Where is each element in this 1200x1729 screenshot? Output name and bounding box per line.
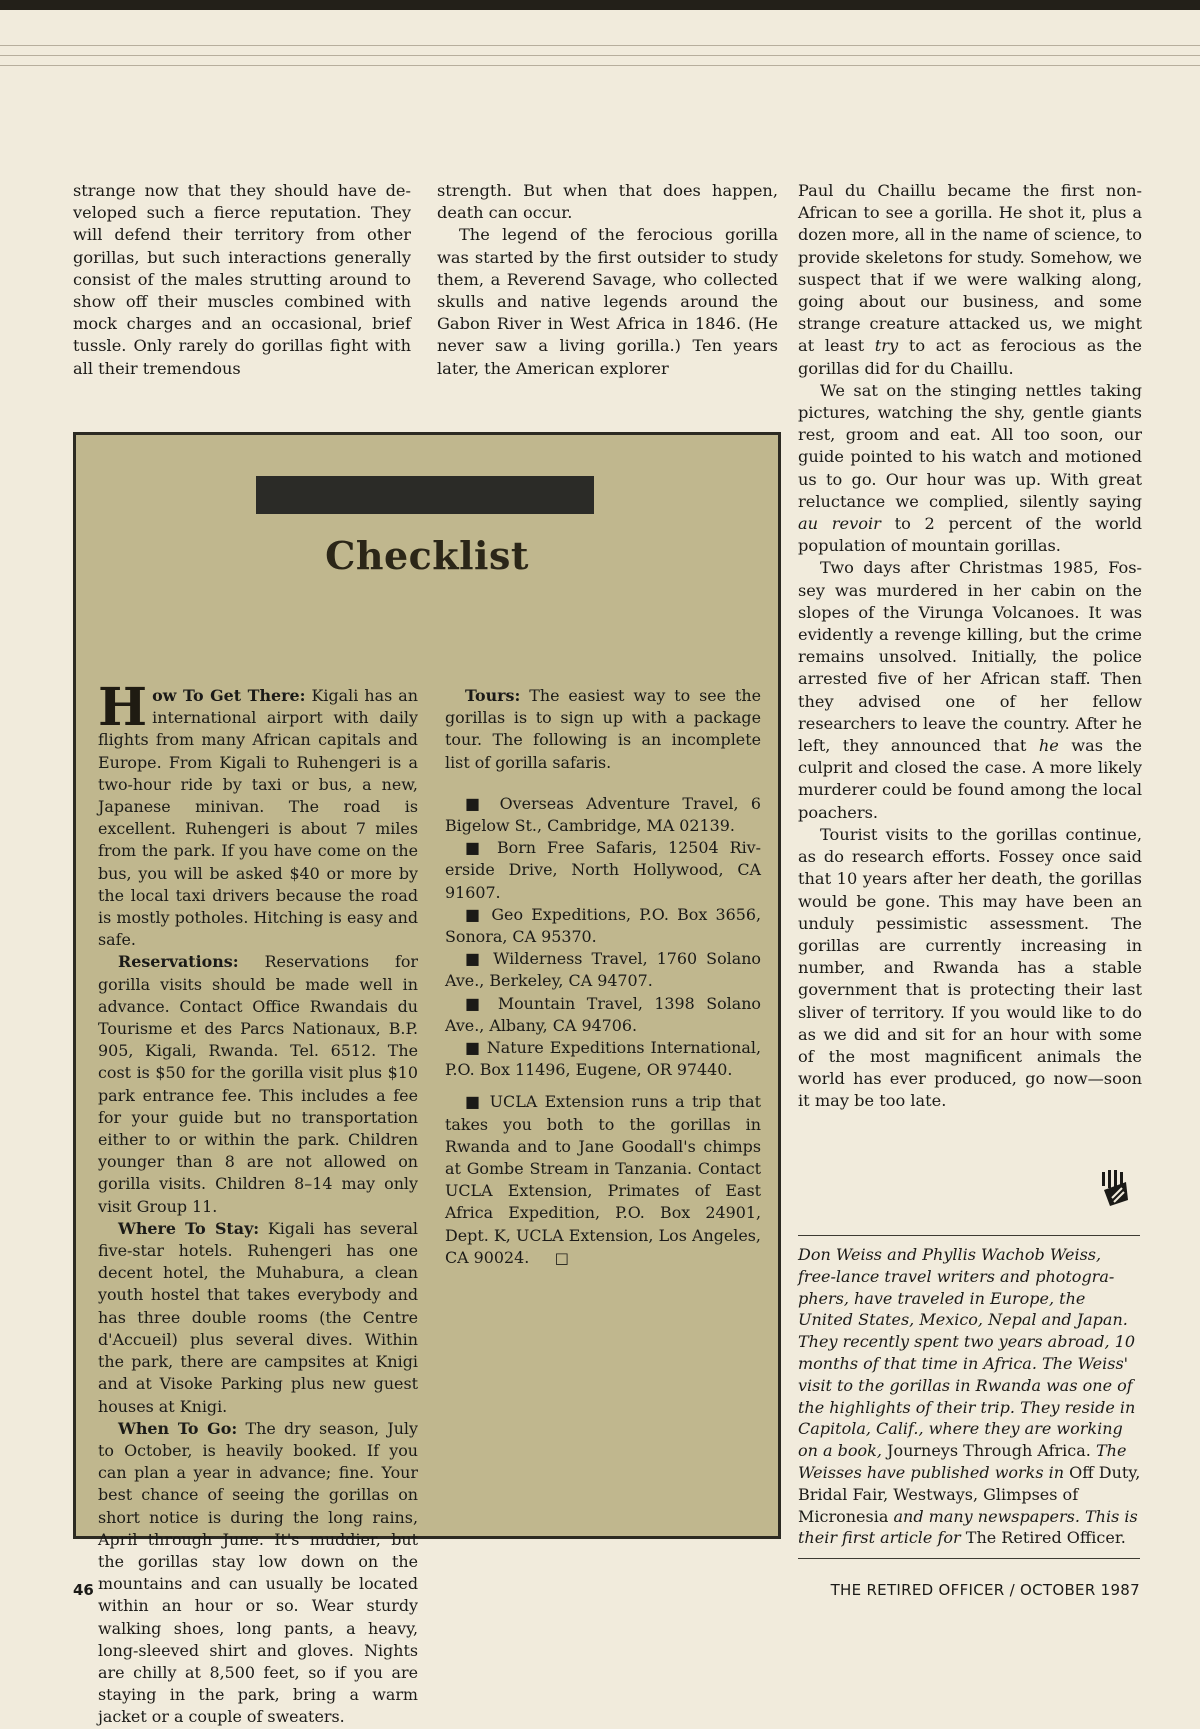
bullet-icon: ■: [465, 1038, 481, 1058]
bullet-icon: ■: [465, 949, 485, 969]
section-heading: Where To Stay:: [118, 1218, 260, 1238]
bio-rule: [798, 1558, 1140, 1559]
article-paragraph: strength. But when that does happen, death can occur.: [437, 181, 778, 223]
section-heading: When To Go:: [118, 1418, 238, 1438]
header-rule: [0, 55, 1200, 56]
tour-list-item: ■ Overseas Adventure Travel, 6 Bigelow St., Cambridge, MA 02139.: [445, 793, 761, 836]
bullet-icon: ■: [465, 838, 486, 858]
bio-rule: [798, 1235, 1140, 1236]
bullet-icon: ■: [465, 993, 487, 1013]
checklist-column-1: [98, 677, 418, 1729]
where-to-stay-paragraph: Where To Stay: Kigali has several five-star hotels. Ruhengeri has one decent hotel, the Muhabura, a clean youth hostel that takes everybody and has three double rooms (the Centre d'Accueil) plus several dives. Within the park, there are campsites at Knigi and at Visoke Parking plus new guest houses at Knigi.: [98, 1218, 418, 1416]
article-paragraph: Tourist visits to the gorillas continue, as do research efforts. Fossey once said that 10 years after her death, the gorillas would be gone. This may have been an unduly pessimistic assessment. The gorillas are currently increasing in number, and Rwanda has a stable government that is protecting their last sliver of territory. If you would like to do as we did and sit for an hour with some of the most magnificent animals the world has ever produced, go now—soon it may be too late.: [798, 824, 1142, 1111]
tour-list-item: ■ Mountain Travel, 1398 Solano Ave., Albany, CA 94706.: [445, 993, 761, 1035]
when-to-go-paragraph: When To Go: The dry season, July to October, is heavily booked. If you can plan a year in advance; fine. Your best chance of seeing the gorillas on short notice is during the long rains, April through June. It's muddier, but the gorillas stay low down on the mountains and can usually be located within an hour or so. Wear sturdy walking shoes, long pants, a heavy, long-sleeved shirt and gloves. Nights are chilly at 8,500 feet, so if you are staying in the park, bring a warm jacket or a couple of sweaters.: [98, 1418, 418, 1727]
page-number: 46: [73, 1581, 94, 1599]
article-paragraph: The legend of the ferocious gorilla was started by the first outsider to study them, a Reverend Savage, who collected skulls and native legends around the Gabon River in West Africa in 1846. (He never saw a living gorilla.) Ten years later, the American explorer: [437, 225, 778, 378]
section-heading: Reservations:: [118, 952, 239, 972]
header-rule: [0, 45, 1200, 46]
book-title: Journeys Through Africa.: [887, 1441, 1091, 1461]
tour-list-item: ■ Wilderness Travel, 1760 Solano Ave., Berkeley, CA 94707.: [445, 949, 761, 991]
author-bio: Don Weiss and Phyllis Wachob Weiss, free-lance travel writers and photographers, have traveled in Europe, the United States, Mexico, Nepal and Japan. They recently spent two years abroad, 10 months of that time in Africa. The Weiss' visit to the gorillas in Rwanda was one of the highlights of their trip. They reside in Capitola, Calif., where they are working on a book, Journeys Through Africa. The Weisses have published works in Off Duty, Bridal Fair, Westways, Glimpses of Micronesia and many newspapers. This is their first article for The Retired Officer.: [798, 1245, 1141, 1548]
checklist-header-bar: [256, 476, 594, 514]
tour-list-item: ■ UCLA Extension runs a trip that takes you both to the gorillas in Rwanda and to Jane Goodall's chimps at Gombe Stream in Tanzania. Contact UCLA Extension, Primates of East Africa Expedition, P.O. Box 24901, Dept. K, UCLA Extension, Los Angeles, CA 90024. □: [445, 1092, 761, 1267]
page-top-border: [0, 0, 1200, 10]
magazine-name: The Retired Officer.: [965, 1528, 1126, 1548]
section-heading: ow To Get There:: [152, 686, 306, 705]
section-heading: Tours:: [465, 686, 521, 705]
article-column-2: [437, 180, 778, 380]
magazine-logo-icon: [1100, 1170, 1130, 1206]
reservations-paragraph: Reservations: Reservations for gorilla visits should be made well in advance. Contact Office Rwandais du Tourisme et des Parcs Nationaux, B.P. 905, Kigali, Rwanda. Tel. 6512. The cost is $50 for the gorilla visit plus $10 park entrance fee. This includes a fee for your guide but no transportation either to or within the park. Children younger than 8 are not allowed on gorilla visits. Children 8–14 may only visit Group 11.: [98, 952, 418, 1216]
getting-there-paragraph: How To Get There: Kigali has an international airport with daily flights from many African capitals and Europe. From Kigali to Ruhengeri is a two-hour ride by taxi or bus, a new, Japanese minivan. The road is excellent. Ruhengeri is about 7 miles from the park. If you have come on the bus, you will be asked $40 or more by the local taxi drivers because the road is mostly potholes. Hitching is easy and safe.: [98, 677, 418, 950]
end-mark-icon: □: [554, 1248, 569, 1267]
bullet-icon: ■: [465, 793, 488, 813]
tours-paragraph: Tours: The easiest way to see the gorillas is to sign up with a package tour. The following is an incomplete list of gorilla safaris.: [445, 686, 761, 772]
checklist-column-2: [445, 685, 761, 1269]
bullet-icon: ■: [465, 1092, 483, 1112]
tour-list-item: ■ Born Free Safaris, 12504 Riverside Drive, North Hollywood, CA 91607.: [445, 838, 762, 902]
running-footer: THE RETIRED OFFICER / OCTOBER 1987: [830, 1581, 1140, 1599]
article-paragraph: Paul du Chaillu became the first non-African to see a gorilla. He shot it, plus a dozen more, all in the name of science, to provide skeletons for study. Somehow, we suspect that if we were walking along, going about our business, and some strange creature attacked us, we might at least try to act as ferocious as the gorillas did for du Chaillu.: [798, 181, 1142, 378]
article-paragraph: strange now that they should have developed such a fierce reputation. They will defend their territory from other gorillas, but such interactions generally consist of the males strutting around to show off their muscles combined with mock charges and an occasional, brief tussle. Only rarely do gorillas fight with all their tremendous: [73, 181, 411, 378]
tour-list-item: ■ Geo Expeditions, P.O. Box 3656, Sonora, CA 95370.: [445, 904, 762, 947]
article-paragraph: We sat on the stinging nettles taking pictures, watching the shy, gentle giants rest, groom and eat. All too soon, our guide pointed to his watch and motioned us to go. Our hour was up. With great reluctance we complied, silently saying au revoir to 2 percent of the world population of mountain gorillas.: [798, 380, 1142, 556]
publication-list: Off Duty, Bridal Fair, Westways, Glimpses of Micronesia: [798, 1462, 1141, 1526]
bullet-icon: ■: [465, 904, 484, 924]
article-column-1: [73, 180, 411, 380]
drop-cap: H: [98, 677, 148, 738]
article-paragraph: Two days after Christmas 1985, Fossey was murdered in her cabin on the slopes of the Virunga Volcanoes. It was evidently a revenge killing, but the crime remains unsolved. Initially, the police arrested five of her African staff. Then they advised one of her fellow researchers to leave the country. After he left, they announced that he was the culprit and closed the case. A more likely murderer could be found among the local poachers.: [798, 558, 1142, 822]
checklist-title: Checklist: [325, 533, 529, 578]
header-rule: [0, 65, 1200, 66]
article-column-3: [798, 180, 1142, 1113]
tour-list-item: ■ Nature Expeditions International, P.O. Box 11496, Eugene, OR 97440.: [445, 1038, 762, 1080]
